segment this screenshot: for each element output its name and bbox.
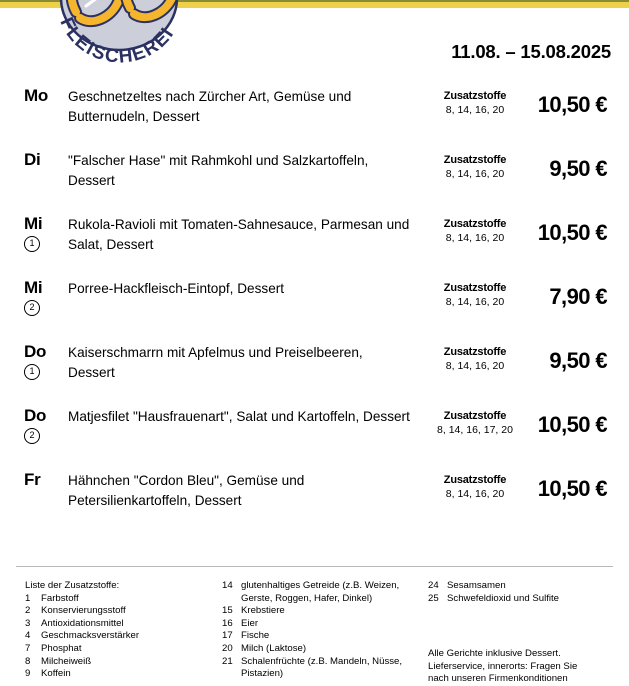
legend-text: glutenhaltiges Getreide (z.B. Weizen, Gerste, Roggen, Hafer, Dinkel): [241, 580, 400, 604]
legend-item: [25, 593, 220, 606]
additives-cell: [419, 214, 531, 245]
legend-number: 4: [25, 630, 31, 642]
additives-label: Zusatzstoffe: [443, 410, 507, 422]
dish-price: 10,50 €: [537, 92, 607, 117]
additives-legend-column-b: [222, 580, 422, 681]
day-option-number: 1: [24, 364, 40, 380]
menu-row: [0, 406, 629, 470]
day-cell: [0, 342, 68, 380]
dish-price: 9,50 €: [549, 156, 607, 181]
additives-label: Zusatzstoffe: [443, 346, 507, 358]
legend-number: 15: [222, 605, 233, 617]
additives-cell: [419, 86, 531, 117]
legend-text: Eier: [241, 617, 259, 629]
legend-number: 14: [222, 580, 233, 591]
additives-cell: [419, 278, 531, 309]
legend-item: [222, 656, 422, 681]
legend-text: Phosphat: [41, 642, 82, 654]
legend-number: 16: [222, 617, 233, 629]
day-abbreviation: Mi: [24, 278, 43, 297]
dish-price: 10,50 €: [537, 412, 607, 437]
legend-text: Krebstiere: [241, 605, 285, 617]
additives-label: Zusatzstoffe: [443, 282, 507, 294]
legend-text: Sesamsamen: [447, 580, 506, 591]
dish-description: Geschnetzeltes nach Zürcher Art, Gemüse und Butternudeln, Dessert: [68, 89, 352, 124]
legend-number: 1: [25, 592, 31, 604]
menu-row: [0, 214, 629, 278]
additives-codes: 8, 14, 16, 20: [445, 360, 505, 372]
dish-description: Porree-Hackfleisch-Eintopf, Dessert: [68, 281, 285, 296]
delivery-note-line-2: Lieferservice, innerorts: Fragen Sie: [428, 660, 578, 672]
legend-item: [222, 605, 422, 618]
additives-codes: 8, 14, 16, 20: [445, 168, 505, 180]
logo-wordmark: FLEISCHEREI: [55, 14, 179, 68]
delivery-note: [428, 648, 628, 686]
additives-codes: 8, 14, 16, 20: [445, 232, 505, 244]
legend-number: 25: [428, 592, 439, 604]
legend-text: Schwefeldioxid und Sulfite: [447, 592, 559, 604]
legend-item: [25, 618, 220, 631]
day-option-number: 2: [24, 300, 40, 316]
additives-codes: 8, 14, 16, 20: [445, 104, 505, 116]
day-abbreviation: Mo: [24, 86, 48, 105]
dish-description: Rukola-Ravioli mit Tomaten-Sahnesauce, Parmesan und Salat, Dessert: [68, 217, 410, 252]
additives-label: Zusatzstoffe: [443, 218, 507, 230]
legend-number: 8: [25, 655, 31, 667]
legend-text: Geschmacksverstärker: [41, 630, 140, 642]
delivery-note-line-1: Alle Gerichte inklusive Dessert.: [428, 648, 561, 659]
legend-number: 17: [222, 630, 233, 642]
legend-item: [25, 668, 220, 681]
day-cell: [0, 150, 68, 169]
dish-description: "Falscher Hase" mit Rahmkohl und Salzkartoffeln, Dessert: [68, 153, 369, 188]
day-abbreviation: Mi: [24, 214, 43, 233]
company-logo: [34, 0, 204, 76]
additives-cell: [419, 150, 531, 181]
menu-row: [0, 278, 629, 342]
dish-description: Hähnchen "Cordon Bleu", Gemüse und Petersilienkartoffeln, Dessert: [68, 473, 305, 508]
legend-text: Koffein: [41, 668, 71, 680]
additives-cell: [419, 342, 531, 373]
additives-label: Zusatzstoffe: [443, 474, 507, 486]
day-option-number: 1: [24, 236, 40, 252]
day-abbreviation: Do: [24, 342, 47, 361]
legend-item: [25, 605, 220, 618]
legend-item: [428, 580, 623, 593]
day-abbreviation: Do: [24, 406, 47, 425]
delivery-note-line-3: nach unseren Firmenkonditionen: [428, 673, 568, 685]
day-cell: [0, 86, 68, 105]
day-option-number: 2: [24, 428, 40, 444]
additives-label: Zusatzstoffe: [443, 154, 507, 166]
dish-description: Matjesfilet "Hausfrauenart", Salat und Kartoffeln, Dessert: [68, 409, 410, 424]
day-cell: [0, 214, 68, 252]
date-range: 11.08. – 15.08.2025: [451, 41, 611, 62]
additives-legend-column-a: [25, 580, 220, 681]
legend-text: Schalenfrüchte (z.B. Mandeln, Nüsse, Pistazien): [241, 655, 403, 680]
legend-number: 3: [25, 617, 31, 629]
legend-number: 21: [222, 655, 233, 667]
weekly-menu-list: [0, 86, 629, 534]
legend-number: 24: [428, 580, 439, 591]
day-cell: [0, 470, 68, 489]
dish-price: 10,50 €: [537, 476, 607, 501]
legend-item: [25, 643, 220, 656]
additives-cell: [419, 406, 531, 437]
legend-item: [222, 580, 422, 605]
additives-codes: 8, 14, 16, 17, 20: [437, 424, 513, 436]
legend-text: Fische: [241, 630, 270, 642]
footer-divider: [16, 566, 613, 567]
additives-codes: 8, 14, 16, 20: [445, 296, 505, 308]
additives-codes: 8, 14, 16, 20: [445, 488, 505, 500]
dish-description: Kaiserschmarrn mit Apfelmus und Preiselbeeren, Dessert: [68, 345, 363, 380]
dish-price: 10,50 €: [537, 220, 607, 245]
legend-text: Milch (Laktose): [241, 642, 307, 654]
menu-row: [0, 470, 629, 534]
menu-row: [0, 342, 629, 406]
dish-price: 7,90 €: [549, 284, 607, 309]
day-abbreviation: Fr: [24, 470, 41, 489]
day-abbreviation: Di: [24, 150, 41, 169]
day-cell: [0, 278, 68, 316]
dish-price: 9,50 €: [549, 348, 607, 373]
additives-legend: [0, 576, 629, 685]
legend-number: 20: [222, 642, 233, 654]
additives-legend-heading: Liste der Zusatzstoffe:: [25, 580, 120, 591]
legend-item: [428, 593, 623, 606]
legend-item: [25, 656, 220, 669]
additives-cell: [419, 470, 531, 501]
legend-text: Konservierungsstoff: [41, 605, 126, 617]
legend-item: [222, 618, 422, 631]
legend-number: 2: [25, 605, 31, 617]
menu-row: [0, 86, 629, 150]
legend-text: Farbstoff: [41, 592, 79, 604]
legend-text: Antioxidationsmittel: [41, 617, 124, 629]
additives-label: Zusatzstoffe: [443, 90, 507, 102]
legend-number: 9: [25, 668, 31, 680]
legend-item: [222, 630, 422, 643]
legend-item: [222, 643, 422, 656]
legend-number: 7: [25, 642, 31, 654]
legend-item: [25, 630, 220, 643]
day-cell: [0, 406, 68, 444]
additives-legend-column-c: [428, 580, 623, 605]
menu-row: [0, 150, 629, 214]
legend-text: Milcheiweiß: [41, 655, 92, 667]
